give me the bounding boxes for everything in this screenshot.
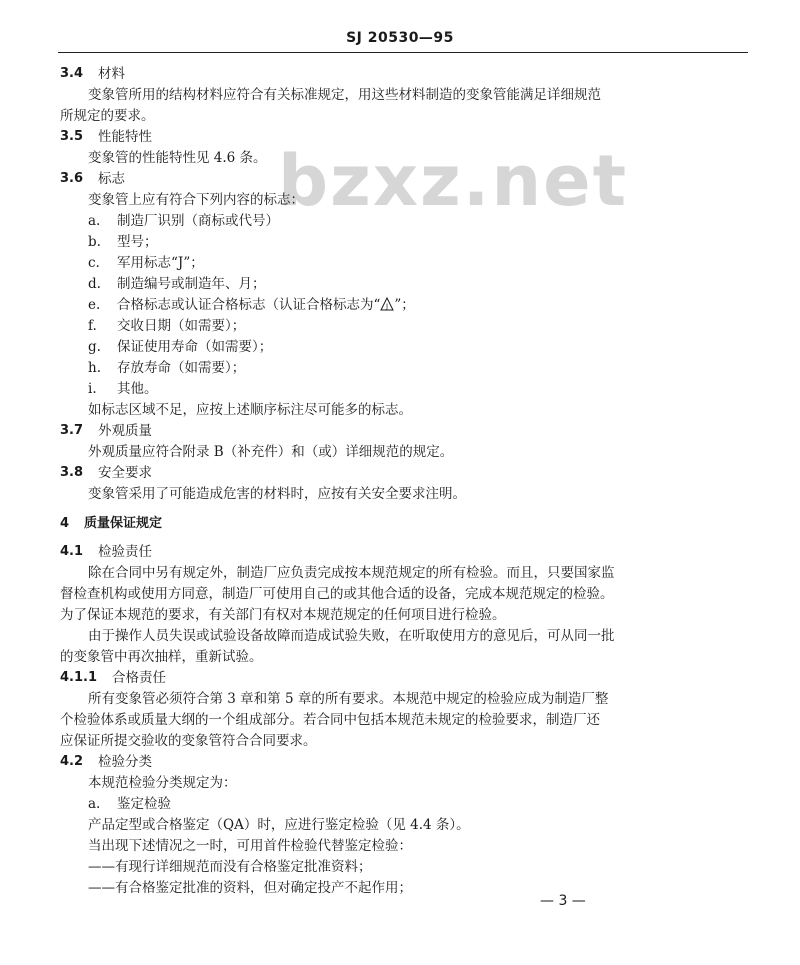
paragraph-text: 如标志区域不足，应按上述顺序标注尽可能多的标志。 [88, 402, 412, 418]
section-title: 材料 [98, 66, 125, 82]
list-item-text: 军用标志“J”； [117, 255, 204, 271]
section-number: 3.7 [60, 423, 84, 438]
section-title: 检验责任 [98, 544, 152, 560]
paragraph-text: 督检查机构或使用方同意，制造厂可使用自己的或其他合适的设备，完成本规范规定的检验。 [60, 586, 614, 602]
list-item-text: 鉴定检验 [117, 796, 171, 812]
section-number: 4.1.1 [60, 670, 98, 685]
paragraph-text: ——有现行详细规范而没有合格鉴定批准资料； [88, 859, 372, 875]
paragraph-text: 应保证所提交验收的变象管符合合同要求。 [60, 733, 317, 749]
section-title: 标志 [98, 171, 125, 187]
list-item-text [117, 295, 415, 315]
paragraph-text: 为了保证本规范的要求，有关部门有权对本规范规定的任何项目进行检验。 [60, 607, 506, 623]
paragraph-text: ——有合格鉴定批准的资料，但对确定投产不起作用； [88, 880, 412, 896]
paragraph-text: 本规范检验分类规定为： [88, 775, 237, 791]
section-title: 合格责任 [112, 670, 166, 686]
section-number: 3.5 [60, 129, 84, 144]
list-item-label: g. [88, 339, 101, 355]
paragraph-text: 除在合同中另有规定外，制造厂应负责完成按本规范规定的所有检验。而且，只要国家监 [88, 565, 615, 581]
paragraph-text: 变象管采用了可能造成危害的材料时，应按有关安全要求注明。 [88, 486, 466, 502]
paragraph-text: 变象管上应有符合下列内容的标志： [88, 192, 304, 208]
paragraph-text: 外观质量应符合附录 B（补充件）和（或）详细规范的规定。 [88, 444, 454, 460]
header-rule [58, 52, 748, 53]
list-item-label: a. [88, 213, 101, 229]
list-item-label: b. [88, 234, 101, 250]
paragraph-text: 个检验体系或质量大纲的一个组成部分。若合同中包括本规范未规定的检验要求，制造厂还 [60, 712, 600, 728]
list-item-text: 保证使用寿命（如需要）； [117, 339, 273, 355]
section-title: 性能特性 [98, 129, 152, 145]
list-item-text-before: 合格标志或认证合格标志（认证合格标志为“ [117, 297, 381, 313]
list-item-label: h. [88, 360, 101, 376]
section-title: 安全要求 [98, 465, 152, 481]
section-number: 3.8 [60, 465, 84, 480]
paragraph-text: 产品定型或合格鉴定（QA）时，应进行鉴定检验（见 4.4 条）。 [88, 817, 470, 833]
section-number: 4.1 [60, 544, 84, 559]
paragraph-text: 所规定的要求。 [60, 108, 155, 124]
document-code: SJ 20530—95 [346, 30, 454, 46]
list-item-text-after: ”； [394, 297, 415, 313]
section-number: 4.2 [60, 754, 84, 769]
list-item-text: 制造编号或制造年、月； [117, 276, 266, 292]
paragraph-text: 变象管所用的结构材料应符合有关标准规定，用这些材料制造的变象管能满足详细规范 [88, 87, 601, 103]
list-item-text: 其他。 [117, 381, 158, 397]
paragraph-text: 变象管的性能特性见 4.6 条。 [88, 150, 267, 166]
paragraph-text: 的变象管中再次抽样，重新试验。 [60, 649, 263, 665]
list-item-text: 型号； [117, 234, 158, 250]
section-title: 外观质量 [98, 423, 152, 439]
paragraph-text: 所有变象管必须符合第 3 章和第 5 章的所有要求。本规范中规定的检验应成为制造厂整 [88, 691, 609, 707]
list-item-label: d. [88, 276, 101, 292]
watermark: bzxz.net [278, 140, 629, 222]
list-item-label: c. [88, 255, 100, 271]
section-title: 检验分类 [98, 754, 152, 770]
list-item-text: 制造厂识别（商标或代号） [117, 213, 279, 229]
paragraph-text: 由于操作人员失误或试验设备故障而造成试验失败，在听取使用方的意见后，可从同一批 [88, 628, 615, 644]
section-number: 3.4 [60, 66, 84, 81]
svg-text:J: J [386, 302, 389, 311]
list-item-label: a. [88, 796, 101, 812]
list-item-label: f. [88, 318, 97, 334]
list-item-text: 交收日期（如需要）； [117, 318, 246, 334]
chapter-title: 质量保证规定 [84, 516, 163, 531]
section-number: 3.6 [60, 171, 84, 186]
chapter-number: 4 [60, 516, 70, 531]
list-item-label: e. [88, 297, 101, 313]
list-item-text: 存放寿命（如需要）； [117, 360, 246, 376]
list-item-label: i. [88, 381, 97, 397]
page-number: — 3 — [540, 893, 586, 909]
paragraph-text: 当出现下述情况之一时，可用首件检验代替鉴定检验： [88, 838, 412, 854]
certification-mark-icon [380, 297, 394, 311]
